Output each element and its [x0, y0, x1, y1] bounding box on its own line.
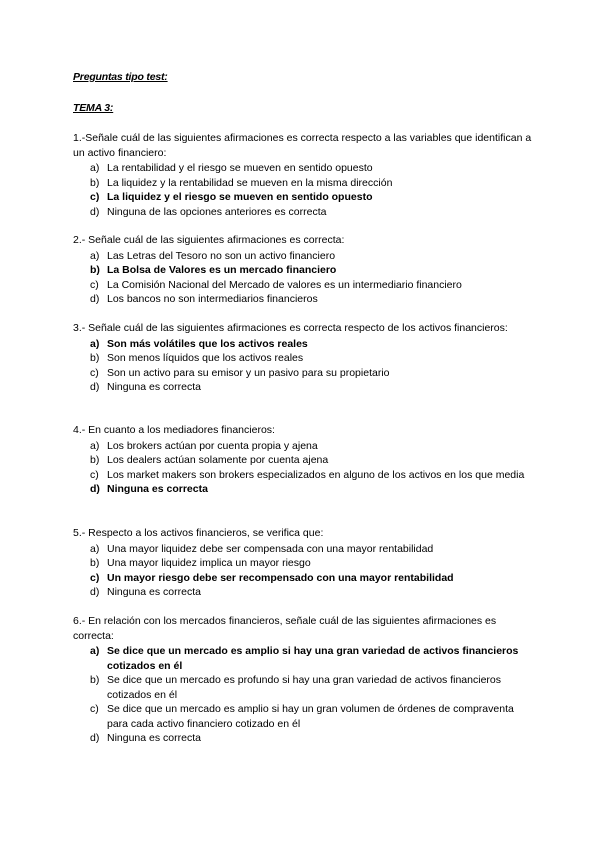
option-label: a) [90, 645, 100, 657]
option-a [73, 439, 533, 454]
option-label: d) [90, 293, 100, 305]
option-text: La liquidez y la rentabilidad se mueven en la misma dirección [107, 176, 393, 189]
options-list [73, 542, 533, 600]
option-b [73, 351, 533, 366]
option-text: Ninguna es correcta [107, 586, 201, 598]
question-2 [73, 233, 533, 307]
option-a [73, 249, 533, 264]
option-text: Los brokers actúan por cuenta propia y ajena [107, 439, 318, 452]
option-a [73, 542, 533, 557]
option-label: c) [90, 571, 100, 584]
options-list [73, 249, 533, 307]
option-a [73, 161, 533, 176]
option-b-correct [73, 263, 533, 278]
option-label: b) [90, 674, 100, 686]
option-label: b) [90, 352, 100, 364]
option-c [73, 702, 533, 731]
option-c-correct [73, 571, 533, 586]
option-label: b) [90, 557, 100, 569]
options-list [73, 439, 533, 497]
option-label: b) [90, 176, 100, 189]
option-label: a) [90, 542, 100, 555]
option-b [73, 176, 533, 191]
question-text: 4.- En cuanto a los mediadores financieros: [73, 424, 275, 436]
option-label: d) [90, 205, 100, 218]
option-label: d) [90, 381, 100, 393]
option-c [73, 278, 533, 293]
option-b [73, 673, 533, 702]
option-text: Las Letras del Tesoro no son un activo financiero [107, 249, 336, 262]
option-text: La rentabilidad y el riesgo se mueven en sentido opuesto [107, 162, 373, 174]
option-text: Los market makers son brokers especializados en alguno de los activos en los que media [107, 468, 525, 481]
option-c-correct [73, 190, 533, 205]
options-list [73, 337, 533, 395]
section-heading: TEMA 3: [73, 102, 114, 114]
question-text: 3.- Señale cuál de las siguientes afirmaciones es correcta respecto de los activos financieros: [73, 322, 508, 334]
option-label: a) [90, 337, 100, 350]
document-title: Preguntas tipo test: [73, 71, 168, 83]
option-label: c) [90, 278, 99, 291]
option-label: b) [90, 454, 100, 466]
option-b [73, 556, 533, 571]
option-text: La Bolsa de Valores es un mercado financiero [107, 264, 337, 276]
option-a-correct [73, 644, 533, 673]
option-d-correct [73, 482, 533, 497]
question-3 [73, 321, 533, 395]
question-5 [73, 526, 533, 600]
option-text: Son un activo para su emisor y un pasivo para su propietario [107, 366, 390, 379]
question-text: 1.-Señale cuál de las siguientes afirmaciones es correcta respecto a las variables que identifican a un activo financiero: [73, 132, 532, 159]
option-label: b) [90, 264, 100, 276]
option-text: Una mayor liquidez debe ser compensada con una mayor rentabilidad [107, 542, 434, 555]
option-text: Ninguna de las opciones anteriores es correcta [107, 205, 327, 218]
option-text: Ninguna es correcta [107, 732, 201, 744]
question-text: 6.- En relación con los mercados financieros, señale cuál de las siguientes afirmaciones es correcta: [73, 615, 497, 642]
option-b [73, 453, 533, 468]
options-list [73, 161, 533, 219]
option-label: a) [90, 162, 100, 174]
option-text: Se dice que un mercado es amplio si hay un gran volumen de órdenes de compraventa para cada activo financiero cotizado en él [107, 703, 514, 730]
option-d [73, 585, 533, 600]
option-label: c) [90, 468, 99, 481]
question-6 [73, 614, 533, 746]
option-text: La liquidez y el riesgo se mueven en sentido opuesto [107, 191, 373, 203]
option-text: Los bancos no son intermediarios financieros [107, 293, 318, 305]
option-d [73, 205, 533, 220]
options-list [73, 644, 533, 746]
option-label: a) [90, 439, 100, 452]
option-text: La Comisión Nacional del Mercado de valores es un intermediario financiero [107, 278, 462, 291]
option-text: Son menos líquidos que los activos reales [107, 352, 304, 364]
option-d [73, 292, 533, 307]
question-1 [73, 131, 533, 219]
option-label: d) [90, 732, 100, 744]
option-a-correct [73, 337, 533, 352]
option-text: Los dealers actúan solamente por cuenta ajena [107, 454, 329, 466]
option-label: c) [90, 703, 99, 715]
option-d [73, 380, 533, 395]
option-d [73, 731, 533, 746]
option-text: Se dice que un mercado es amplio si hay una gran variedad de activos financieros cotizados en él [107, 645, 519, 672]
option-label: c) [90, 191, 100, 203]
question-4 [73, 423, 533, 497]
option-text: Un mayor riesgo debe ser recompensado con una mayor rentabilidad [107, 571, 454, 584]
option-label: a) [90, 249, 100, 262]
option-text: Son más volátiles que los activos reales [107, 337, 308, 350]
option-text: Una mayor liquidez implica un mayor riesgo [107, 557, 311, 569]
option-text: Ninguna es correcta [107, 483, 208, 495]
option-text: Ninguna es correcta [107, 381, 201, 393]
option-c [73, 366, 533, 381]
option-label: d) [90, 483, 100, 495]
option-label: c) [90, 366, 99, 379]
option-label: d) [90, 586, 100, 598]
question-text: 2.- Señale cuál de las siguientes afirmaciones es correcta: [73, 234, 345, 246]
option-c [73, 468, 533, 483]
option-text: Se dice que un mercado es profundo si hay una gran variedad de activos financieros cotizados en él [107, 674, 501, 701]
question-text: 5.- Respecto a los activos financieros, se verifica que: [73, 527, 324, 539]
